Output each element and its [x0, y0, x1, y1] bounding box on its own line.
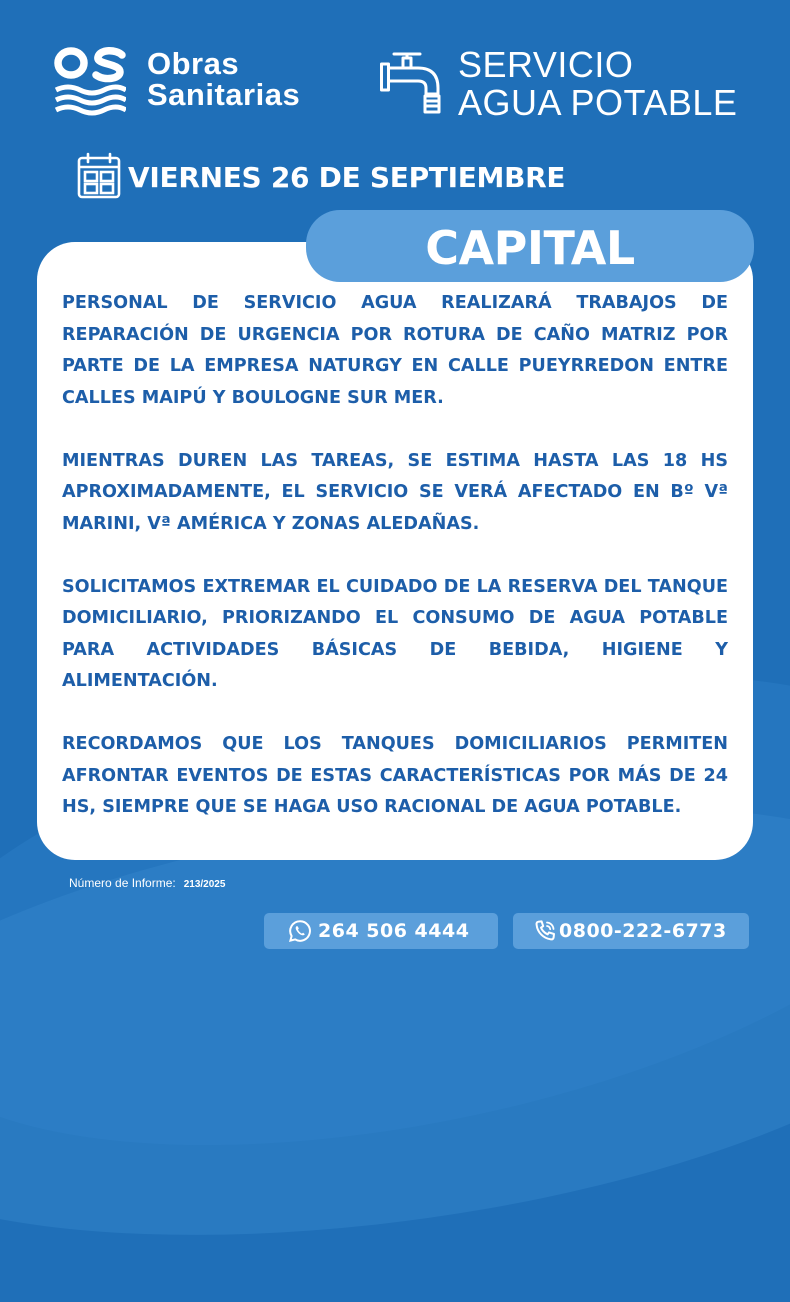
- service-line-2: AGUA POTABLE: [458, 82, 738, 123]
- service-line-1: SERVICIO: [458, 44, 634, 85]
- os-logo-icon: [54, 46, 126, 118]
- brand-line-2: Sanitarias: [147, 77, 301, 112]
- notice-paragraph: MIENTRAS DUREN LAS TAREAS, SE ESTIMA HASTA LAS 18 HS APROXIMADAMENTE, EL SERVICIO SE VERÁ AFECTADO EN Bº Vª MARINI, Vª AMÉRICA Y ZONAS ALEDAÑAS.: [62, 450, 728, 534]
- notice-paragraph: PERSONAL DE SERVICIO AGUA REALIZARÁ TRABAJOS DE REPARACIÓN DE URGENCIA POR ROTURA DE CAÑO MATRIZ POR PARTE DE LA EMPRESA NATURGY EN CALLE PUEYRREDON ENTRE CALLES MAIPÚ Y BOULOGNE SUR MER.: [62, 293, 728, 408]
- report-label: Número de Informe:: [69, 876, 176, 890]
- whatsapp-icon: [288, 919, 312, 943]
- region-label: CAPITAL: [425, 221, 635, 275]
- phone-contact-button[interactable]: [513, 913, 749, 949]
- whatsapp-contact-button[interactable]: [264, 913, 498, 949]
- phone-icon: [533, 919, 557, 943]
- whatsapp-number: 264 506 4444: [318, 920, 470, 942]
- notice-paragraph: RECORDAMOS QUE LOS TANQUES DOMICILIARIOS PERMITEN AFRONTAR EVENTOS DE ESTAS CARACTERÍSTICAS POR MÁS DE 24 HS, SIEMPRE QUE SE HAGA USO RACIONAL DE AGUA POTABLE.: [62, 734, 728, 817]
- notice-body: [62, 288, 728, 855]
- brand-name: [147, 48, 300, 110]
- faucet-icon: [380, 48, 448, 116]
- service-title: [458, 46, 737, 122]
- date-label: VIERNES 26 DE SEPTIEMBRE: [128, 161, 566, 194]
- header: [0, 0, 790, 140]
- brand-line-1: Obras: [147, 46, 240, 81]
- phone-number: 0800-222-6773: [559, 920, 727, 942]
- notice-paragraph: SOLICITAMOS EXTREMAR EL CUIDADO DE LA RESERVA DEL TANQUE DOMICILIARIO, PRIORIZANDO EL CONSUMO DE AGUA POTABLE PARA ACTIVIDADES BÁSICAS DE BEBIDA, HIGIENE Y ALIMENTACIÓN.: [62, 576, 728, 691]
- region-badge: [306, 210, 754, 282]
- report-number: [69, 876, 225, 890]
- report-value: 213/2025: [183, 879, 226, 890]
- calendar-icon: [76, 152, 122, 200]
